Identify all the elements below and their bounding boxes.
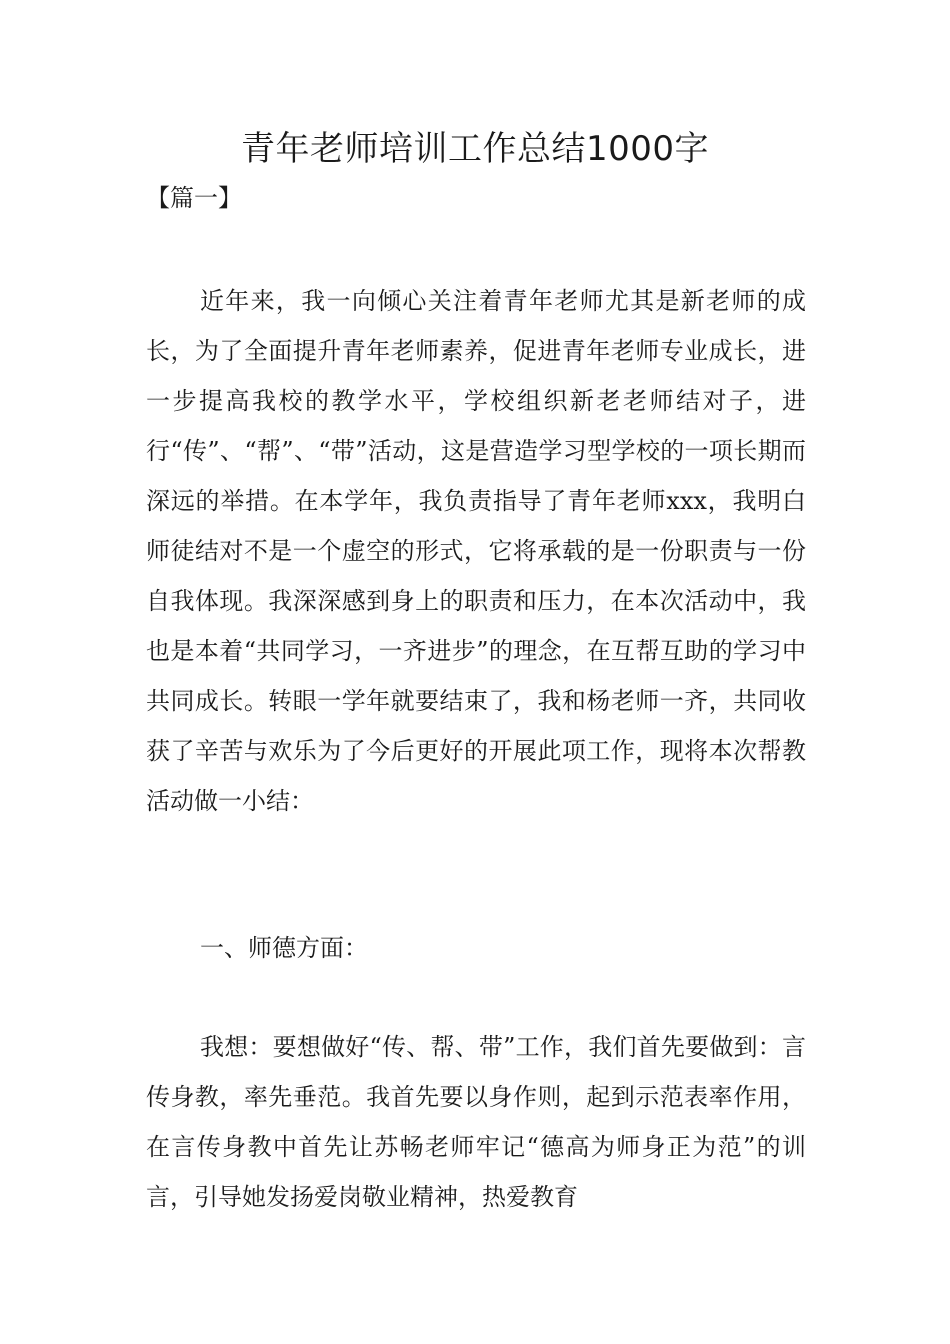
paragraph-intro: 近年来，我一向倾心关注着青年老师尤其是新老师的成长，为了全面提升青年老师素养，促进青年老师专业成长，进一步提高我校的教学水平，学校组织新老老师结对子，进行“传”、“帮”、“带”活动，这是营造学习型学校的一项长期而深远的举措。在本学年，我负责指导了青年老师xxx，我明白师徒结对不是一个虚空的形式，它将承载的是一份职责与一份自我体现。我深深感到身上的职责和压力，在本次活动中，我也是本着“共同学习，一齐进步”的理念，在互帮互助的学习中共同成长。转眼一学年就要结束了，我和杨老师一齐，共同收获了辛苦与欢乐为了今后更好的开展此项工作，现将本次帮教活动做一小结：	[146, 287, 806, 815]
paragraph-ethics: 我想：要想做好“传、帮、带”工作，我们首先要做到：言传身教，率先垂范。我首先要以身作则，起到示范表率作用，在言传身教中首先让苏畅老师牢记“德高为师身正为范”的训言，引导她发扬爱岗敬业精神，热爱教育	[146, 1033, 806, 1211]
section-tag: 【篇一】	[146, 184, 242, 212]
section-heading-ethics: 一、师德方面：	[200, 934, 368, 962]
document-title: 青年老师培训工作总结1000字	[240, 129, 710, 169]
